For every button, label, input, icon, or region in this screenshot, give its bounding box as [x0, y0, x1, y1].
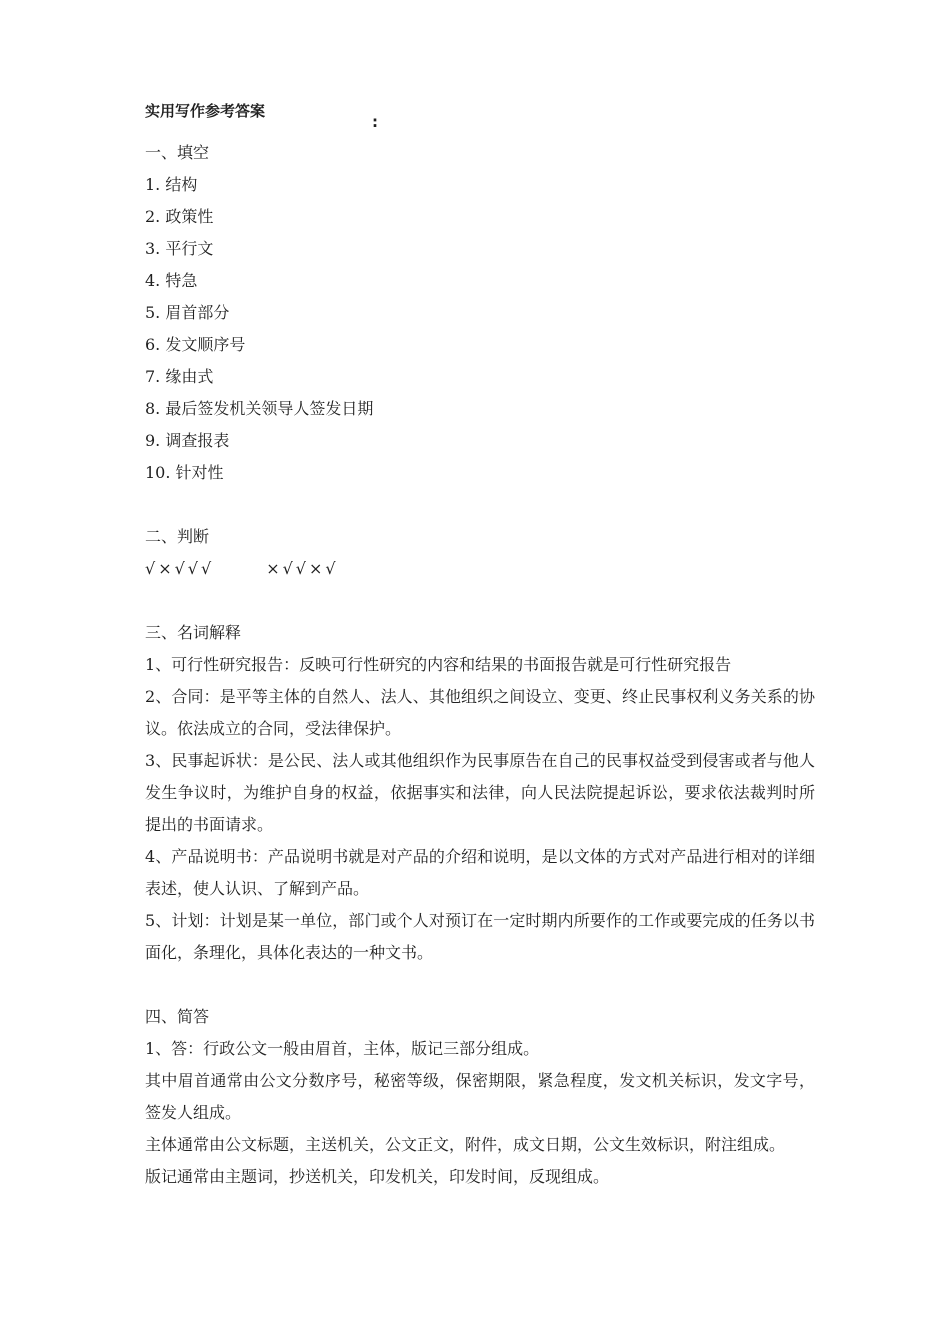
short-answer-line: 其中眉首通常由公文分数序号，秘密等级，保密期限，紧急程度，发文机关标识，发文字号，签发人组成。 — [145, 1071, 815, 1122]
answer-item: 8. 最后签发机关领导人签发日期 — [145, 399, 374, 418]
section-heading-fill-blank: 一、填空 — [145, 143, 210, 162]
short-answer-line: 主体通常由公文标题，主送机关，公文正文，附件，成文日期，公文生效标识，附注组成。 — [145, 1135, 786, 1154]
true-false-answers — [145, 553, 815, 585]
answer-item: 7. 缘由式 — [145, 367, 214, 386]
definition-item: 2、合同：是平等主体的自然人、法人、其他组织之间设立、变更、终止民事权利义务关系的协议。依法成立的合同，受法律保护。 — [145, 687, 815, 738]
answer-item: 9. 调查报表 — [145, 431, 230, 450]
answer-item: 2. 政策性 — [145, 207, 214, 226]
answer-item: 4. 特急 — [145, 271, 198, 290]
spacer — [145, 585, 815, 617]
short-answer-line: 版记通常由主题词，抄送机关，印发机关，印发时间，反现组成。 — [145, 1167, 610, 1186]
spacer — [145, 969, 815, 1001]
definition-item: 3、民事起诉状：是公民、法人或其他组织作为民事原告在自己的民事权益受到侵害或者与他人发生争议时，为维护自身的权益，依据事实和法律，向人民法院提起诉讼，要求依法裁判时所提出的书面请求。 — [145, 751, 815, 834]
answer-item: 6. 发文顺序号 — [145, 335, 246, 354]
answer-item: 3. 平行文 — [145, 239, 214, 258]
section-heading-short-answer: 四、简答 — [145, 1007, 210, 1026]
answer-item: 5. 眉首部分 — [145, 303, 230, 322]
short-answer-line: 1、答：行政公文一般由眉首，主体，版记三部分组成。 — [145, 1039, 540, 1058]
section-heading-true-false: 二、判断 — [145, 527, 210, 546]
document-title: 实用写作参考答案 — [145, 102, 266, 120]
true-false-group-2: ×√√×√ — [266, 559, 339, 578]
answer-item: 10. 针对性 — [145, 463, 224, 482]
definition-item: 4、产品说明书：产品说明书就是对产品的介绍和说明，是以文体的方式对产品进行相对的详细表述，使人认识、了解到产品。 — [145, 847, 815, 898]
definition-item: 5、计划：计划是某一单位，部门或个人对预订在一定时期内所要作的工作或要完成的任务以书面化，条理化，具体化表达的一种文书。 — [145, 911, 815, 962]
true-false-group-1: √×√√√ — [145, 559, 215, 578]
stray-colon-mark: : — [372, 113, 378, 131]
spacer — [145, 489, 815, 521]
definition-item: 1、可行性研究报告：反映可行性研究的内容和结果的书面报告就是可行性研究报告 — [145, 655, 732, 674]
answer-item: 1. 结构 — [145, 175, 198, 194]
section-heading-term-definitions: 三、名词解释 — [145, 623, 242, 642]
document-body — [145, 137, 815, 1193]
